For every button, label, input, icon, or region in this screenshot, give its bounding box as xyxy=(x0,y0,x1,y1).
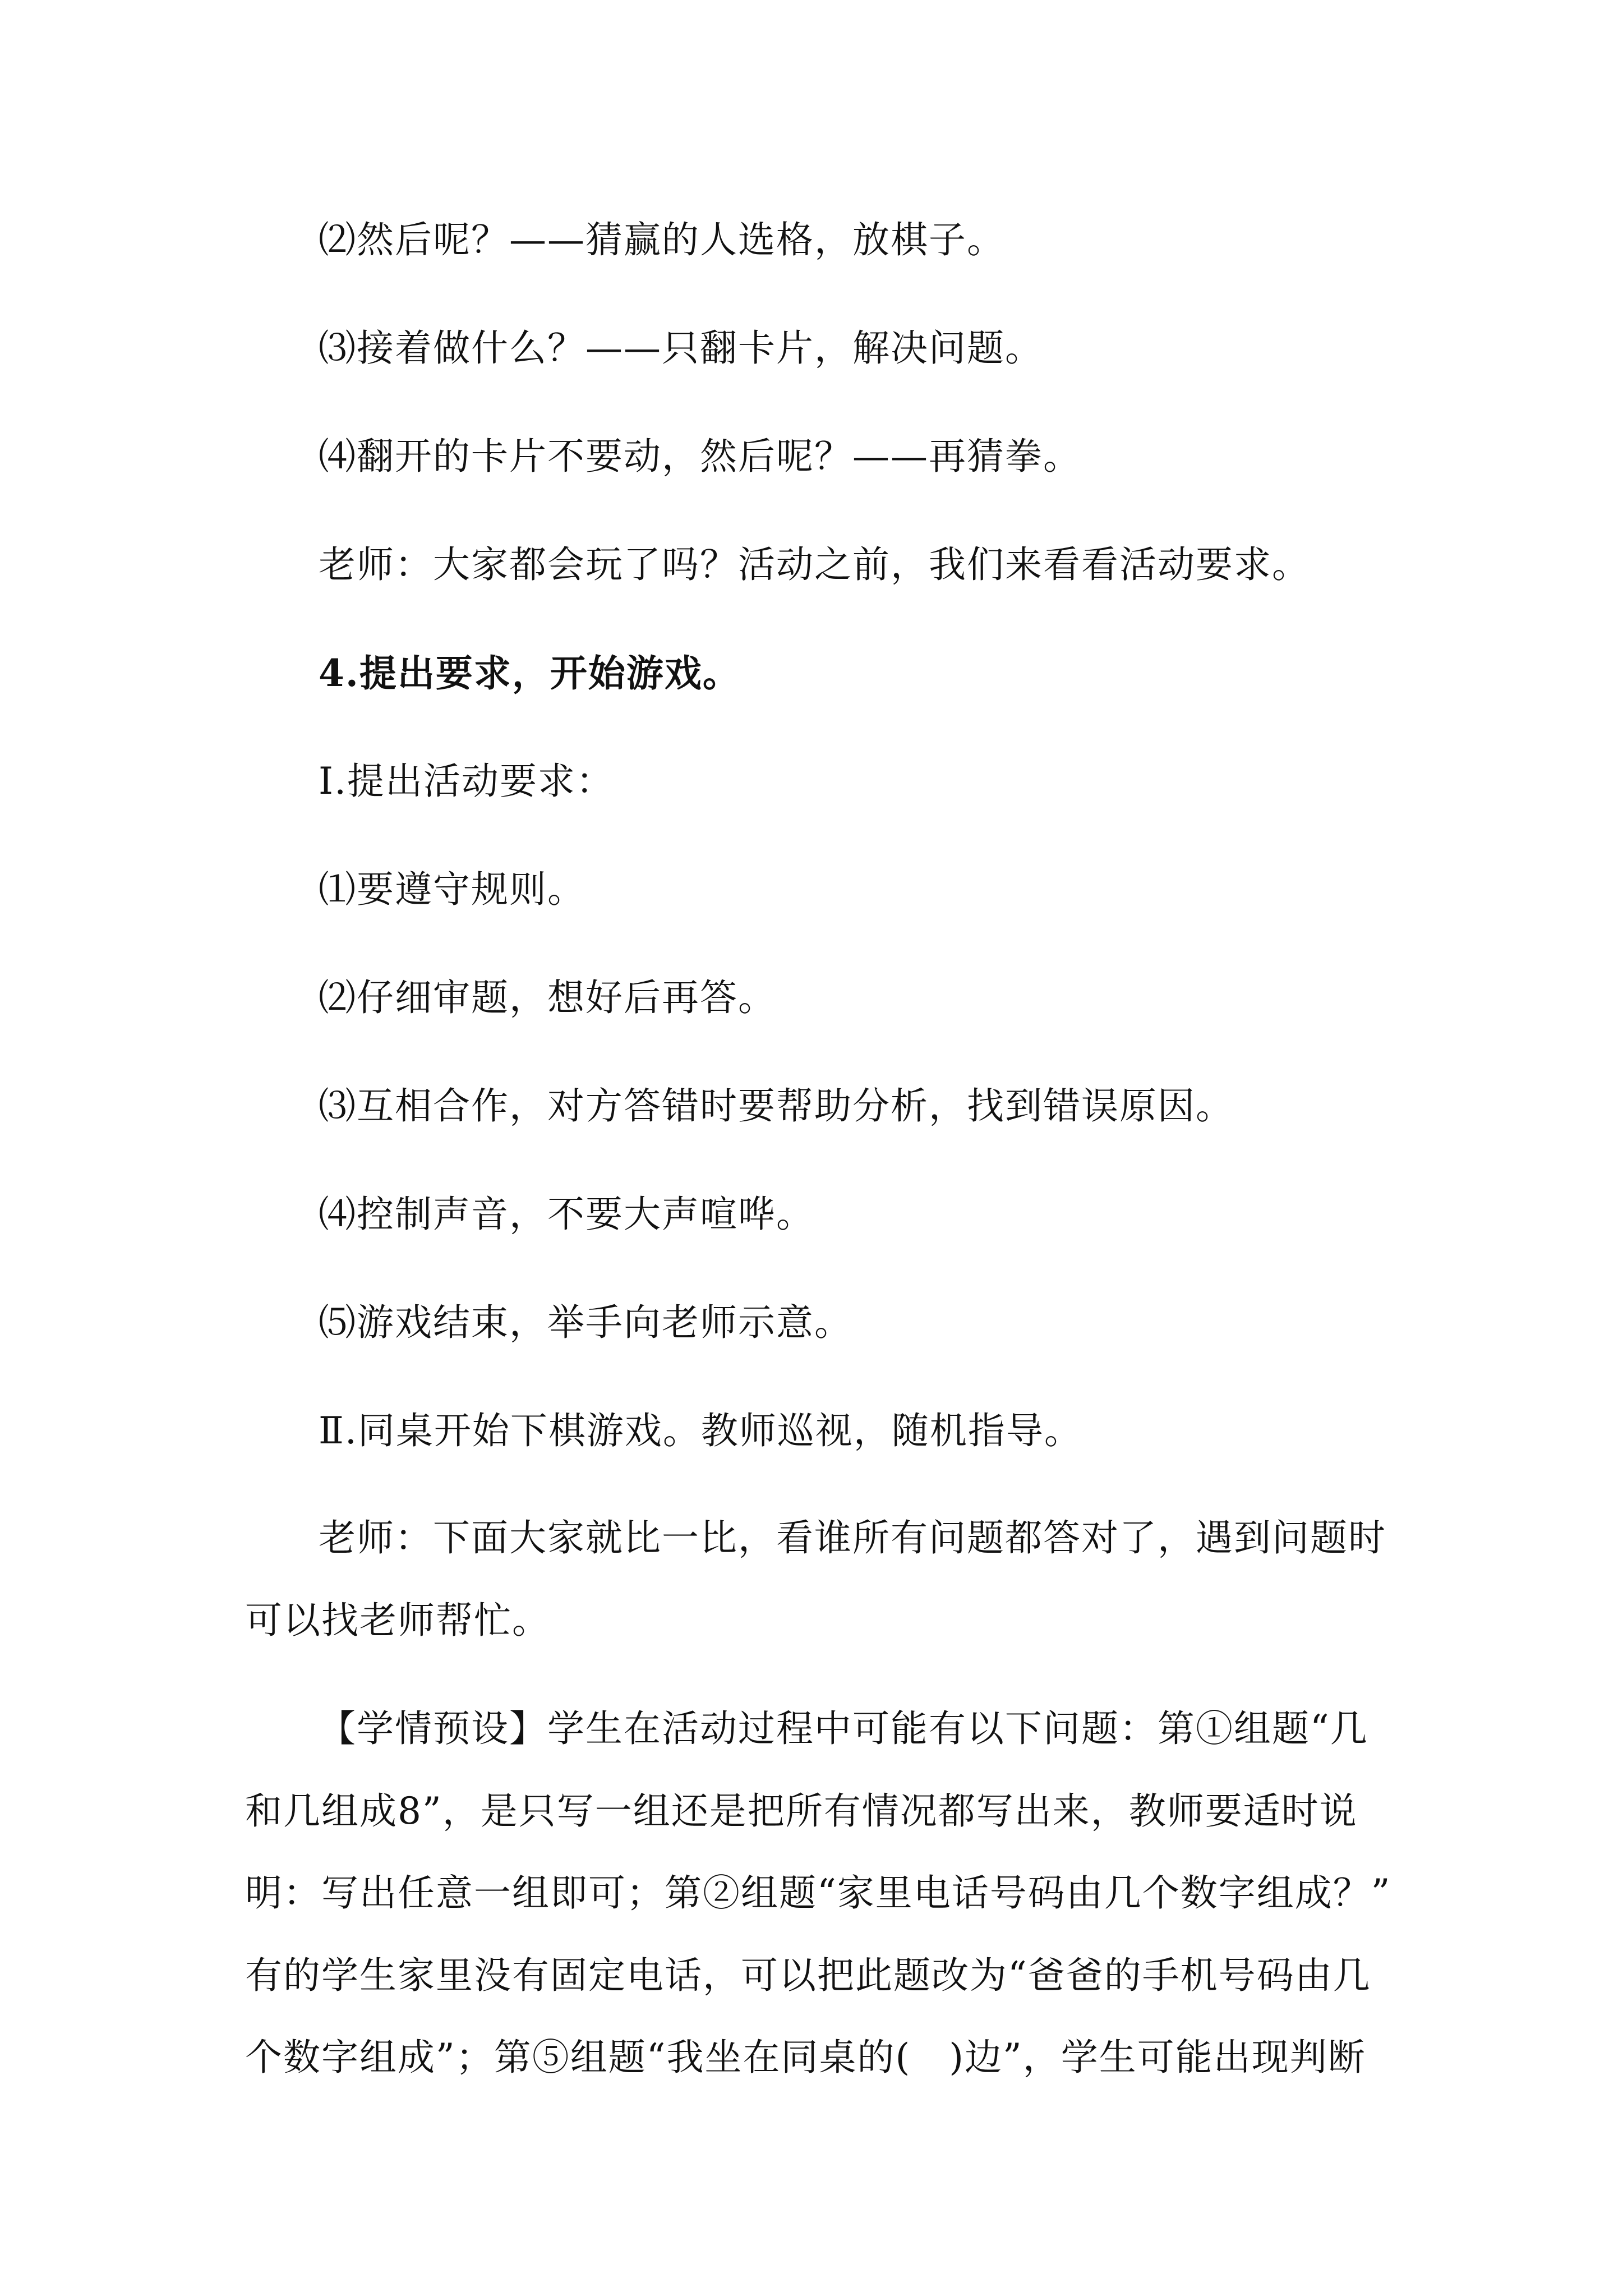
requirement-5: ⑸游戏结束，举手向老师示意。 xyxy=(319,1301,852,1344)
requirement-3: ⑶互相合作，对方答错时要帮助分析，找到错误原因。 xyxy=(319,1084,1234,1128)
section-heading: 4.提出要求，开始游戏。 xyxy=(319,651,741,695)
preset-paragraph-line-2: 和几组成8”，是只写一组还是把所有情况都写出来，教师要适时说 xyxy=(245,1789,1358,1833)
preset-paragraph-line-4: 有的学生家里没有固定电话，可以把此题改为“爸爸的手机号码由几 xyxy=(245,1954,1371,1997)
step-3-line: ⑶接着做什么？——只翻卡片，解决问题。 xyxy=(319,326,1043,370)
preset-paragraph-line-3: 明：写出任意一组即可；第②组题“家里电话号码由几个数字组成？” xyxy=(245,1871,1391,1915)
requirement-2: ⑵仔细审题，想好后再答。 xyxy=(319,976,776,1019)
step-2-line: ⑵然后呢？——猜赢的人选格，放棋子。 xyxy=(319,218,1005,261)
step-4-line: ⑷翻开的卡片不要动，然后呢？——再猜拳。 xyxy=(319,435,1081,478)
teacher-instruction-line-1: 老师：下面大家就比一比，看谁所有问题都答对了，遇到问题时 xyxy=(319,1516,1386,1559)
teacher-question-line: 老师：大家都会玩了吗？活动之前，我们来看看活动要求。 xyxy=(319,543,1310,586)
game-start-line: Ⅱ.同桌开始下棋游戏。教师巡视，随机指导。 xyxy=(319,1409,1082,1452)
requirements-title: Ⅰ.提出活动要求： xyxy=(319,760,615,803)
requirement-4: ⑷控制声音，不要大声喧哗。 xyxy=(319,1193,814,1236)
teacher-instruction-line-2: 可以找老师帮忙。 xyxy=(245,1599,550,1642)
preset-paragraph-line-1: 【学情预设】学生在活动过程中可能有以下问题：第①组题“几 xyxy=(319,1707,1368,1750)
requirement-1: ⑴要遵守规则。 xyxy=(319,868,585,911)
preset-paragraph-line-5: 个数字组成”；第⑤组题“我坐在同桌的( )边”，学生可能出现判断 xyxy=(245,2036,1366,2079)
